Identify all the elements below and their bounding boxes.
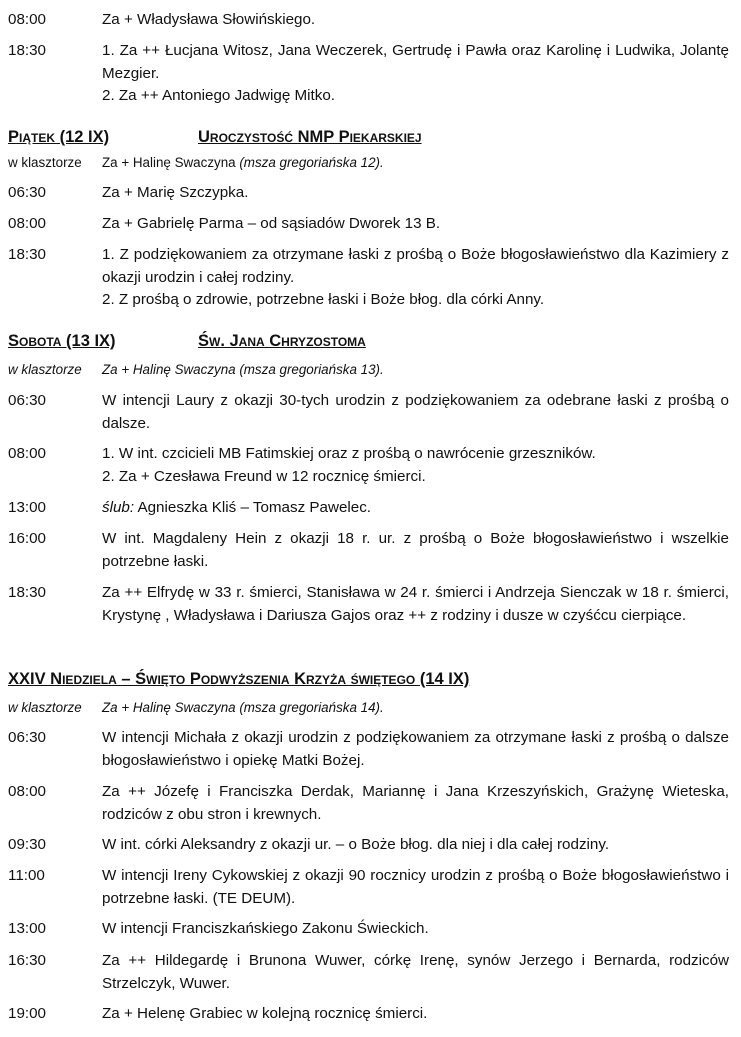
entry-text: Za + Marię Szczypka. [102, 184, 249, 201]
day-title: XXIV Niedziela – Święto Podwyższenia Krzyża świętego (14 IX) [8, 670, 470, 688]
entry-row [8, 727, 729, 772]
entry-time: 09:30 [8, 836, 47, 853]
entry-time: 16:00 [8, 530, 47, 547]
entry-time: 06:30 [8, 392, 47, 409]
klasztor-row [8, 153, 729, 173]
entry-row [8, 950, 729, 995]
klasztor-text: Za + Halinę Swaczyna (msza gregoriańska 13). [102, 362, 384, 377]
klasztor-label: w klasztorze [8, 700, 82, 715]
klasztor-text: Za + Halinę Swaczyna [102, 155, 236, 170]
entry-text: 2. Z prośbą o zdrowie, potrzebne łaski i Boże błog. dla córki Anny. [102, 291, 545, 308]
entry-text: 2. Za ++ Antoniego Jadwigę Mitko. [102, 87, 336, 104]
feast-title: Uroczystość NMP Piekarskiej [198, 128, 422, 146]
entry-time: 08:00 [8, 215, 47, 232]
klasztor-text: Za + Halinę Swaczyna (msza gregoriańska 14). [102, 700, 384, 715]
entry-row [8, 443, 729, 488]
entry-time: 16:30 [8, 952, 47, 969]
day-title: Piątek (12 IX) [8, 128, 110, 146]
entry-row [8, 918, 729, 941]
entry-row [8, 781, 729, 826]
entry-time: 06:30 [8, 729, 47, 746]
entry-text: Za ++ Józefę i Franciszka Derdak, Mariannę i Jana Krzeszyńskich, Grażynę Wieteska, rodziców z obu stron i krewnych. [102, 783, 729, 823]
entry-text: W intencji Ireny Cykowskiej z okazji 90 rocznicy urodzin z prośbą o Boże błogosławieństwo i potrzebne łaski. (TE DEUM). [102, 867, 729, 907]
entry-row [8, 40, 729, 108]
entry-text: Za ++ Elfrydę w 33 r. śmierci, Stanisława w 24 r. śmierci i Andrzeja Sienczak w 18 r. śmierci, Krystynę , Władysława i Dariusza Gajos oraz ++ z rodziny i dusze w czyśćcu cierpiące. [102, 584, 729, 624]
entry-text: W int. córki Aleksandry z okazji ur. – o Boże błog. dla niej i dla całej rodziny. [102, 836, 610, 853]
day-heading [8, 126, 422, 149]
entry-text: 1. Za ++ Łucjana Witosz, Jana Weczerek, Gertrudę i Pawła oraz Karolinę i Ludwika, Jolantę Mezgier. [102, 42, 729, 82]
entry-row [8, 182, 729, 205]
day-heading [8, 668, 469, 691]
klasztor-row [8, 698, 729, 718]
entry-text: W intencji Michała z okazji urodzin z podziękowaniem za otrzymane łaski z prośbą o dalsze błogosławieństwo i opiekę Matki Bożej. [102, 729, 729, 769]
day-heading [8, 330, 366, 353]
entry-text: W intencji Franciszkańskiego Zakonu Świeckich. [102, 920, 429, 937]
entry-time: 08:00 [8, 445, 47, 462]
entry-row [8, 528, 729, 573]
entry-row [8, 244, 729, 312]
entry-prefix: ślub: [102, 499, 135, 516]
entry-time: 13:00 [8, 920, 47, 937]
entry-time: 06:30 [8, 184, 47, 201]
entry-text: Za + Gabrielę Parma – od sąsiadów Dworek 13 B. [102, 215, 441, 232]
feast-title: Św. Jana Chryzostoma [198, 332, 366, 350]
entry-time: 18:30 [8, 42, 47, 59]
entry-text: W int. Magdaleny Hein z okazji 18 r. ur. z prośbą o Boże błogosławieństwo i wszelkie potrzebne łaski. [102, 530, 729, 570]
entry-row [8, 213, 729, 236]
entry-text: Agnieszka Kliś – Tomasz Pawelec. [137, 499, 372, 516]
entry-text: W intencji Laury z okazji 30-tych urodzin z podziękowaniem za odebrane łaski z prośbą o dalsze. [102, 392, 729, 432]
entry-time: 13:00 [8, 499, 47, 516]
klasztor-label: w klasztorze [8, 362, 82, 377]
entry-row [8, 390, 729, 435]
entry-time: 08:00 [8, 11, 47, 28]
entry-text: 1. W int. czcicieli MB Fatimskiej oraz z prośbą o nawrócenie grzeszników. [102, 445, 596, 462]
entry-time: 18:30 [8, 246, 47, 263]
entry-text: Za + Władysława Słowińskiego. [102, 11, 316, 28]
entry-text: 1. Z podziękowaniem za otrzymane łaski z prośbą o Boże błogosławieństwo dla Kazimiery z okazji urodzin i całej rodziny. [102, 246, 729, 286]
klasztor-row [8, 360, 729, 380]
entry-time: 18:30 [8, 584, 47, 601]
entry-text: Za + Helenę Grabiec w kolejną rocznicę śmierci. [102, 1005, 428, 1022]
entry-time: 08:00 [8, 783, 47, 800]
klasztor-label: w klasztorze [8, 155, 82, 170]
entry-row [8, 497, 729, 520]
klasztor-note: (msza gregoriańska 12). [239, 155, 384, 170]
entry-row [8, 1003, 729, 1026]
entry-text: Za ++ Hildegardę i Brunona Wuwer, córkę Irenę, synów Jerzego i Bernarda, rodziców Strzelczyk, Wuwer. [102, 952, 729, 992]
day-title: Sobota (13 IX) [8, 332, 116, 350]
entry-row [8, 582, 729, 627]
entry-row [8, 834, 729, 857]
entry-row [8, 865, 729, 910]
entry-time: 19:00 [8, 1005, 47, 1022]
entry-time: 11:00 [8, 867, 45, 884]
entry-row [8, 9, 729, 32]
entry-text: 2. Za + Czesława Freund w 12 rocznicę śmierci. [102, 467, 426, 485]
